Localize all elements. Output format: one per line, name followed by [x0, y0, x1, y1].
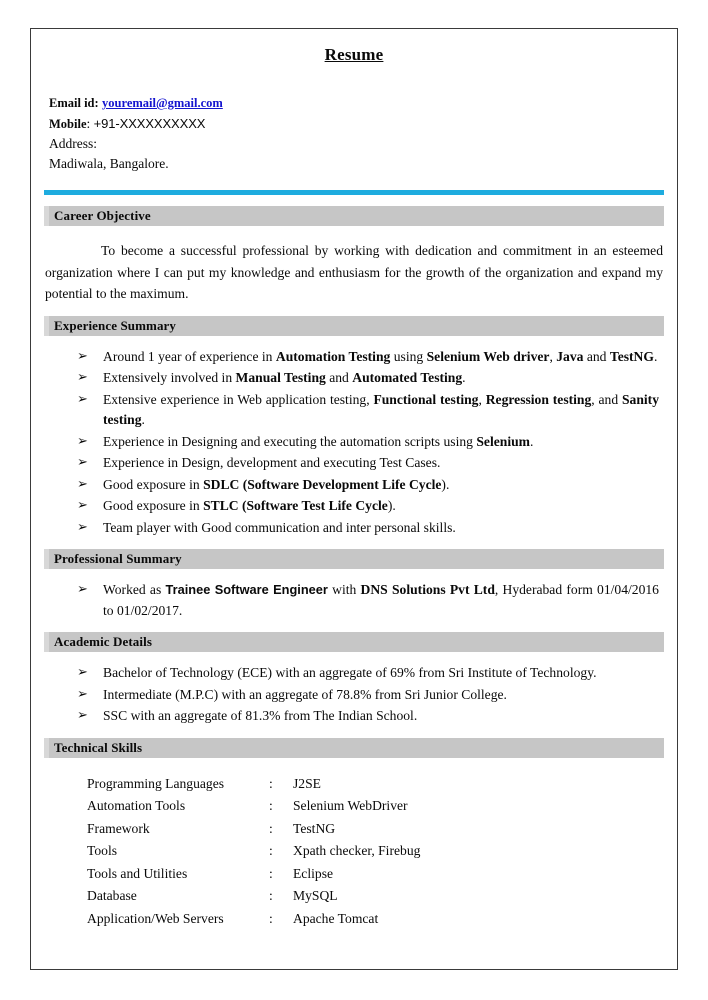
- emphasis-text: SDLC (Software Development Life Cycle: [203, 476, 442, 492]
- academic-details-list: [39, 663, 669, 727]
- emphasis-text: TestNG: [609, 348, 654, 364]
- table-row: [87, 796, 420, 819]
- body-text: with: [327, 582, 361, 597]
- emphasis-text: Selenium Web driver: [426, 348, 550, 364]
- skill-value: Selenium WebDriver: [293, 798, 408, 813]
- skill-category: Tools: [87, 843, 118, 858]
- section-header-experience-summary: [44, 316, 664, 336]
- skill-category: Automation Tools: [87, 798, 186, 813]
- bullet-arrow-icon: ➢: [77, 370, 88, 385]
- table-row: [87, 774, 420, 797]
- list-item: [77, 453, 659, 474]
- skill-category: Framework: [87, 820, 150, 836]
- body-text: Experience in Design, development and executing Test Cases.: [103, 455, 441, 470]
- skill-category: Application/Web Servers: [87, 910, 224, 926]
- skill-separator: :: [269, 910, 273, 926]
- body-text: using: [390, 348, 427, 364]
- body-text: Intermediate (M.P.C) with an aggregate of 78.8% from Sri Junior College.: [103, 686, 507, 702]
- list-item: [77, 706, 659, 727]
- emphasis-text: Manual Testing: [235, 370, 326, 385]
- body-text: Team player with Good communication and inter personal skills.: [103, 519, 456, 535]
- section-header-career-objective: [44, 206, 664, 226]
- body-text: Bachelor of Technology (ECE) with an aggregate of 69% from Sri Institute of Technology.: [103, 665, 597, 680]
- body-text: .: [462, 370, 466, 385]
- skill-category: Tools and Utilities: [87, 865, 188, 881]
- body-text: Around 1 year of experience in: [103, 348, 276, 364]
- emphasis-text: Automation Testing: [275, 348, 391, 364]
- section-header-professional-summary: [44, 549, 664, 569]
- section-title: Technical Skills: [54, 739, 143, 755]
- contact-mobile-row: [49, 114, 669, 135]
- skill-value: MySQL: [293, 888, 338, 903]
- bullet-arrow-icon: ➢: [77, 708, 88, 723]
- bullet-arrow-icon: ➢: [77, 391, 88, 407]
- table-row: [87, 886, 420, 909]
- table-row: [87, 909, 420, 932]
- bullet-arrow-icon: ➢: [77, 455, 88, 470]
- email-link[interactable]: youremail@gmail.com: [102, 96, 223, 110]
- bullet-arrow-icon: ➢: [77, 665, 88, 680]
- body-text: ,: [478, 391, 486, 407]
- body-text: Good exposure in: [103, 498, 204, 513]
- table-row: [87, 841, 420, 864]
- body-text: ).: [441, 476, 450, 492]
- bullet-arrow-icon: ➢: [77, 476, 88, 492]
- email-label: Email id:: [49, 96, 99, 110]
- body-text: , and: [591, 391, 622, 407]
- body-text: .: [141, 412, 145, 427]
- experience-summary-list: [39, 347, 669, 539]
- skill-category: Programming Languages: [87, 775, 225, 791]
- body-text: Extensively involved in: [103, 370, 236, 385]
- bullet-arrow-icon: ➢: [77, 686, 88, 702]
- table-row: [87, 819, 420, 842]
- list-item: [77, 580, 659, 621]
- list-item: [77, 685, 659, 706]
- emphasis-text: Selenium: [476, 433, 530, 449]
- body-text: Good exposure in: [103, 476, 204, 492]
- skill-separator: :: [269, 888, 273, 903]
- body-text: , Hyderabad form 01/04/2016 to 01/02/2017.: [103, 582, 659, 618]
- body-text: .: [653, 348, 658, 364]
- body-text: and: [583, 348, 610, 364]
- body-text: ).: [387, 498, 396, 513]
- body-text: Experience in Designing and executing the automation scripts using: [103, 433, 477, 449]
- list-item: [77, 518, 659, 539]
- list-item: [77, 496, 659, 517]
- emphasis-text: Regression testing: [485, 391, 592, 407]
- contact-block: [49, 93, 669, 173]
- skill-value: Eclipse: [293, 865, 334, 881]
- resume-page: [30, 28, 678, 970]
- body-text: and: [325, 370, 353, 385]
- mobile-label: Mobile: [49, 116, 87, 131]
- emphasis-text: DNS Solutions Pvt Ltd: [360, 582, 495, 597]
- skill-separator: :: [269, 843, 273, 858]
- contact-email-row: [49, 93, 669, 114]
- section-title: Professional Summary: [54, 551, 182, 566]
- section-header-technical-skills: [44, 738, 664, 758]
- emphasis-text: Java: [556, 348, 584, 364]
- section-header-academic-details: [44, 632, 664, 652]
- contact-address-value: Madiwala, Bangalore.: [49, 155, 169, 171]
- mobile-value: +91-XXXXXXXXXX: [93, 115, 206, 131]
- body-text: Worked as: [103, 582, 166, 597]
- section-title: Academic Details: [54, 634, 152, 649]
- skill-value: TestNG: [293, 820, 336, 836]
- emphasis-text: Trainee Software Engineer: [165, 582, 328, 597]
- skill-separator: :: [269, 798, 273, 813]
- emphasis-text: Automated Testing: [352, 370, 463, 385]
- contact-address-label: Address:: [49, 136, 97, 151]
- skill-separator: :: [269, 820, 273, 836]
- body-text: SSC with an aggregate of 81.3% from The Indian School.: [103, 708, 418, 723]
- list-item: [77, 475, 659, 496]
- table-row: [87, 864, 420, 887]
- body-text: .: [529, 433, 534, 449]
- list-item: [77, 347, 659, 368]
- skill-separator: :: [269, 775, 273, 791]
- skill-separator: :: [269, 865, 273, 881]
- career-objective-text: To become a successful professional by working with dedication and commitment in an esteemed organization where I can put my knowledge and enthusiasm for the growth of the organization and expand my potential to the maximum.: [45, 243, 663, 301]
- bullet-arrow-icon: ➢: [77, 582, 88, 597]
- emphasis-text: Functional testing: [373, 391, 479, 407]
- emphasis-text: STLC (Software Test Life Cycle: [203, 498, 388, 513]
- resume-content: [39, 29, 669, 969]
- skill-category: Database: [87, 888, 137, 903]
- section-title: Experience Summary: [54, 317, 177, 333]
- emphasis-text: Sanity testing: [103, 391, 660, 427]
- skill-value: Apache Tomcat: [293, 910, 379, 926]
- list-item: [77, 663, 659, 684]
- bullet-arrow-icon: ➢: [77, 498, 88, 513]
- section-title: Career Objective: [54, 208, 151, 223]
- bullet-arrow-icon: ➢: [77, 348, 88, 364]
- body-text: ,: [549, 348, 557, 364]
- body-text: Extensive experience in Web application testing,: [103, 391, 374, 407]
- technical-skills-body: [87, 774, 420, 932]
- list-item: [77, 390, 659, 431]
- bullet-arrow-icon: ➢: [77, 519, 88, 535]
- mobile-separator: :: [86, 115, 91, 131]
- skill-value: Xpath checker, Firebug: [293, 843, 421, 858]
- list-item: [77, 368, 659, 389]
- page-title: Resume: [324, 45, 384, 64]
- professional-summary-list: [39, 580, 669, 621]
- skill-value: J2SE: [293, 775, 321, 791]
- technical-skills-table: [87, 774, 420, 932]
- bullet-arrow-icon: ➢: [77, 433, 88, 449]
- list-item: [77, 432, 659, 453]
- accent-divider: [44, 190, 664, 195]
